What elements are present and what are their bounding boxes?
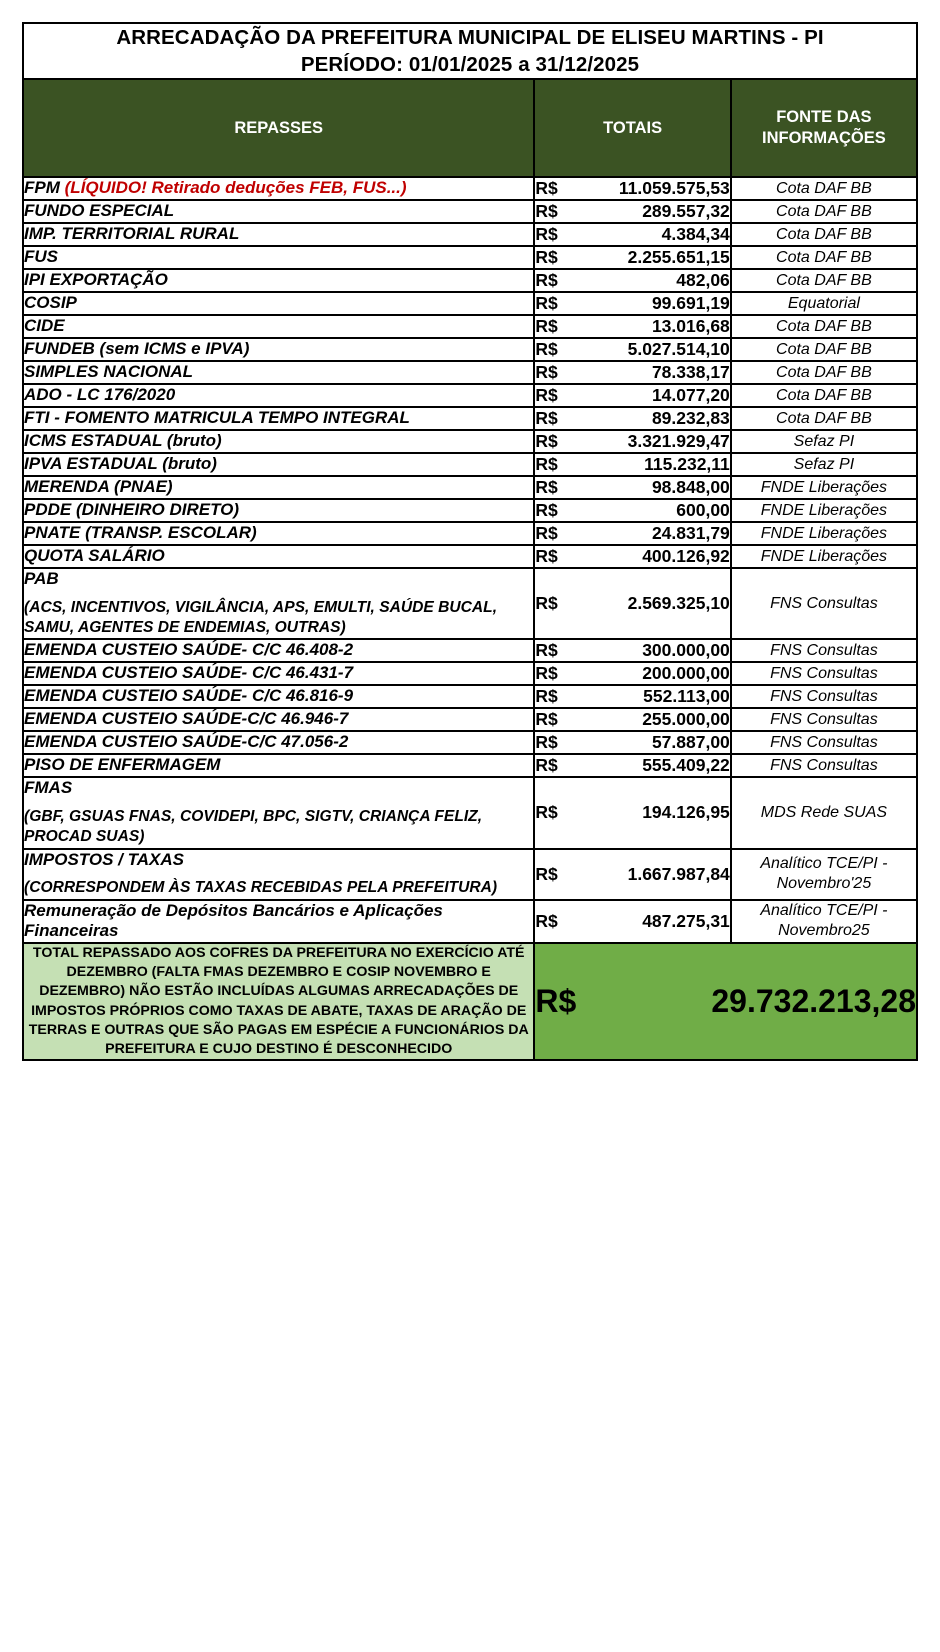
- row-label-text: FUS: [24, 247, 58, 267]
- row-source: Cota DAF BB: [731, 223, 917, 246]
- row-label: [23, 708, 534, 731]
- row-label: [23, 777, 534, 848]
- row-source: Analítico TCE/PI - Novembro'25: [731, 849, 917, 900]
- row-label: [23, 315, 534, 338]
- row-label: [23, 338, 534, 361]
- row-currency: R$: [535, 709, 558, 730]
- row-currency: R$: [535, 431, 558, 452]
- table-row: [23, 849, 917, 900]
- row-number: 2.569.325,10: [627, 593, 730, 614]
- row-currency: R$: [535, 247, 558, 268]
- row-label-text: FUNDO ESPECIAL: [24, 201, 175, 221]
- row-number: 552.113,00: [643, 686, 730, 707]
- row-number: 482,06: [676, 270, 730, 291]
- row-label-text: PNATE (TRANSP. ESCOLAR): [24, 523, 257, 543]
- row-source: FNS Consultas: [731, 731, 917, 754]
- row-source: Cota DAF BB: [731, 200, 917, 223]
- column-header-repasses: REPASSES: [23, 79, 534, 177]
- row-amount: [534, 292, 730, 315]
- title-row: [23, 23, 917, 79]
- row-source: MDS Rede SUAS: [731, 777, 917, 848]
- row-label: [23, 292, 534, 315]
- row-source: Cota DAF BB: [731, 407, 917, 430]
- row-amount: [534, 177, 730, 200]
- table-row: [23, 731, 917, 754]
- row-label: [23, 662, 534, 685]
- row-label: [23, 639, 534, 662]
- row-label: [23, 246, 534, 269]
- row-number: 115.232,11: [644, 454, 730, 475]
- row-source: Cota DAF BB: [731, 177, 917, 200]
- row-amount: [534, 200, 730, 223]
- row-label-text: IMP. TERRITORIAL RURAL: [24, 224, 240, 244]
- row-label-text: EMENDA CUSTEIO SAÚDE- C/C 46.408-2: [24, 640, 354, 660]
- row-label: [23, 522, 534, 545]
- row-label: [23, 453, 534, 476]
- row-number: 89.232,83: [651, 408, 730, 429]
- row-label: [23, 685, 534, 708]
- row-source: Cota DAF BB: [731, 361, 917, 384]
- row-label-text: COSIP: [24, 293, 77, 313]
- row-label-text: EMENDA CUSTEIO SAÚDE- C/C 46.816-9: [24, 686, 354, 706]
- row-label: [23, 545, 534, 568]
- row-number: 98.848,00: [651, 477, 730, 498]
- row-number: 255.000,00: [642, 709, 730, 730]
- total-number: 29.732.213,28: [711, 983, 916, 1020]
- table-row: [23, 384, 917, 407]
- table-row: [23, 177, 917, 200]
- row-amount: [534, 708, 730, 731]
- row-currency: R$: [535, 224, 558, 245]
- row-number: 289.557,32: [642, 201, 730, 222]
- row-label: [23, 900, 534, 943]
- row-number: 78.338,17: [651, 362, 730, 383]
- row-number: 4.384,34: [661, 224, 730, 245]
- row-label-text: Remuneração de Depósitos Bancários e Aplicações Financeiras: [24, 900, 443, 941]
- row-label: [23, 200, 534, 223]
- table-row: [23, 338, 917, 361]
- row-label: [23, 384, 534, 407]
- table-row: [23, 522, 917, 545]
- row-currency: R$: [535, 500, 558, 521]
- row-amount: [534, 522, 730, 545]
- row-amount: [534, 499, 730, 522]
- row-amount: [534, 338, 730, 361]
- row-number: 194.126,95: [642, 802, 730, 823]
- row-label-text: FMAS: [24, 778, 73, 798]
- row-currency: R$: [535, 802, 558, 823]
- table-row: [23, 407, 917, 430]
- row-currency: R$: [535, 385, 558, 406]
- row-sublabel: (CORRESPONDEM ÀS TAXAS RECEBIDAS PELA PREFEITURA): [24, 879, 498, 897]
- row-label: [23, 849, 534, 900]
- row-label: [23, 407, 534, 430]
- fonte-line-2: INFORMAÇÕES: [762, 129, 886, 148]
- column-header-fonte: [731, 79, 917, 177]
- row-currency: R$: [535, 593, 558, 614]
- row-number: 400.126,92: [642, 546, 730, 567]
- document-title: [23, 23, 917, 79]
- table-row: [23, 499, 917, 522]
- row-currency: R$: [535, 732, 558, 753]
- row-amount: [534, 361, 730, 384]
- table-row: [23, 476, 917, 499]
- row-label: [23, 361, 534, 384]
- row-amount: [534, 731, 730, 754]
- table-row: [23, 639, 917, 662]
- row-label: [23, 476, 534, 499]
- row-number: 3.321.929,47: [627, 431, 730, 452]
- table-body: [23, 23, 917, 1060]
- table-row: [23, 200, 917, 223]
- row-sublabel: (ACS, INCENTIVOS, VIGILÂNCIA, APS, EMULTI, SAÚDE BUCAL, SAMU, AGENTES DE ENDEMIAS, OUTRAS): [24, 598, 498, 637]
- row-source: Cota DAF BB: [731, 315, 917, 338]
- row-number: 14.077,20: [651, 385, 730, 406]
- table-row: [23, 685, 917, 708]
- row-number: 600,00: [676, 500, 730, 521]
- row-currency: R$: [535, 523, 558, 544]
- row-amount: [534, 384, 730, 407]
- row-amount: [534, 223, 730, 246]
- row-amount: [534, 545, 730, 568]
- table-row: [23, 708, 917, 731]
- row-label-text: ADO - LC 176/2020: [24, 385, 176, 405]
- row-number: 99.691,19: [651, 293, 730, 314]
- row-currency: R$: [535, 293, 558, 314]
- row-number: 487.275,31: [642, 910, 730, 931]
- row-source: Cota DAF BB: [731, 338, 917, 361]
- row-currency: R$: [535, 663, 558, 684]
- row-label-text: IPVA ESTADUAL (bruto): [24, 454, 217, 474]
- row-amount: [534, 453, 730, 476]
- row-source: Sefaz PI: [731, 430, 917, 453]
- row-label-text: PAB: [24, 569, 59, 589]
- row-number: 1.667.987,84: [627, 863, 730, 884]
- row-currency: R$: [535, 339, 558, 360]
- row-number: 5.027.514,10: [627, 339, 730, 360]
- row-label: [23, 430, 534, 453]
- row-label: [23, 223, 534, 246]
- table-row: [23, 662, 917, 685]
- row-amount: [534, 476, 730, 499]
- total-description: TOTAL REPASSADO AOS COFRES DA PREFEITURA NO EXERCÍCIO ATÉ DEZEMBRO (FALTA FMAS DEZEMBRO E COSIP NOVEMBRO E DEZEMBRO) NÃO ESTÃO INCLUÍDAS ALGUMAS ARRECADAÇÕES DE IMPOSTOS PRÓPRIOS COMO TAXAS DE ABATE, TAXAS DE ARAÇÃO DE TERRAS E OUTRAS QUE SÃO PAGAS EM ESPÉCIE A FUNCIONÁRIOS DA PREFEITURA E CUJO DESTINO É DESCONHECIDO: [23, 943, 534, 1060]
- row-currency: R$: [535, 178, 558, 199]
- row-label-text: EMENDA CUSTEIO SAÚDE-C/C 46.946-7: [24, 709, 349, 729]
- row-currency: R$: [535, 454, 558, 475]
- row-amount: [534, 315, 730, 338]
- row-source: Analítico TCE/PI - Novembro25: [731, 900, 917, 943]
- row-source: FNS Consultas: [731, 754, 917, 777]
- fonte-line-1: FONTE DAS: [776, 108, 872, 127]
- row-number: 57.887,00: [651, 732, 730, 753]
- row-number: 555.409,22: [642, 755, 730, 776]
- table-row: [23, 545, 917, 568]
- row-label-text: EMENDA CUSTEIO SAÚDE- C/C 46.431-7: [24, 663, 354, 683]
- row-label-text: MERENDA (PNAE): [24, 477, 173, 497]
- row-label-text: PDDE (DINHEIRO DIRETO): [24, 500, 240, 520]
- table-row: [23, 292, 917, 315]
- row-label-text: EMENDA CUSTEIO SAÚDE-C/C 47.056-2: [24, 732, 349, 752]
- row-amount: [534, 662, 730, 685]
- row-currency: R$: [535, 755, 558, 776]
- row-amount: [534, 639, 730, 662]
- title-line-1: ARRECADAÇÃO DA PREFEITURA MUNICIPAL DE ELISEU MARTINS - PI: [116, 26, 824, 49]
- revenue-table: [22, 22, 918, 1061]
- row-currency: R$: [535, 408, 558, 429]
- table-row: [23, 900, 917, 943]
- row-currency: R$: [535, 546, 558, 567]
- row-amount: [534, 269, 730, 292]
- row-currency: R$: [535, 477, 558, 498]
- row-label-text: IMPOSTOS / TAXAS: [24, 849, 184, 869]
- table-row: [23, 246, 917, 269]
- row-label: [23, 499, 534, 522]
- row-number: 2.255.651,15: [627, 247, 730, 268]
- row-label-text: IPI EXPORTAÇÃO: [24, 270, 168, 290]
- row-label: [23, 568, 534, 639]
- row-label-text: QUOTA SALÁRIO: [24, 546, 165, 566]
- row-amount: [534, 685, 730, 708]
- row-source: Cota DAF BB: [731, 384, 917, 407]
- column-header-totais: TOTAIS: [534, 79, 730, 177]
- row-source: FNS Consultas: [731, 685, 917, 708]
- row-label: [23, 754, 534, 777]
- row-label-highlight: (LÍQUIDO! Retirado deduções FEB, FUS...): [64, 178, 407, 198]
- row-source: FNS Consultas: [731, 662, 917, 685]
- row-label: [23, 731, 534, 754]
- row-currency: R$: [535, 316, 558, 337]
- row-number: 11.059.575,53: [618, 178, 730, 199]
- row-label-text: ICMS ESTADUAL (bruto): [24, 431, 222, 451]
- row-currency: R$: [535, 201, 558, 222]
- table-row: [23, 315, 917, 338]
- row-currency: R$: [535, 910, 558, 931]
- row-source: FNDE Liberações: [731, 499, 917, 522]
- row-source: FNS Consultas: [731, 639, 917, 662]
- row-sublabel: (GBF, GSUAS FNAS, COVIDEPI, BPC, SIGTV, CRIANÇA FELIZ, PROCAD SUAS): [24, 808, 483, 846]
- table-row: [23, 777, 917, 848]
- row-amount: [534, 777, 730, 848]
- row-label: [23, 177, 534, 200]
- row-source: FNS Consultas: [731, 568, 917, 639]
- row-currency: R$: [535, 270, 558, 291]
- title-line-2: PERÍODO: 01/01/2025 a 31/12/2025: [300, 53, 640, 77]
- row-number: 24.831,79: [651, 523, 730, 544]
- table-row: [23, 430, 917, 453]
- table-row: [23, 223, 917, 246]
- row-source: FNDE Liberações: [731, 545, 917, 568]
- table-row: [23, 754, 917, 777]
- table-row: [23, 453, 917, 476]
- row-source: Sefaz PI: [731, 453, 917, 476]
- table-row: [23, 361, 917, 384]
- table-header-row: [23, 79, 917, 177]
- total-row: [23, 943, 917, 1060]
- row-amount: [534, 430, 730, 453]
- row-source: FNS Consultas: [731, 708, 917, 731]
- row-label: [23, 269, 534, 292]
- row-source: Equatorial: [731, 292, 917, 315]
- row-label-text: FPM: [24, 178, 65, 198]
- row-currency: R$: [535, 686, 558, 707]
- row-amount: [534, 246, 730, 269]
- row-amount: [534, 849, 730, 900]
- row-amount: [534, 900, 730, 943]
- total-amount: [534, 943, 917, 1060]
- row-currency: R$: [535, 362, 558, 383]
- row-label-text: CIDE: [24, 316, 65, 336]
- row-currency: R$: [535, 863, 558, 884]
- row-label-text: PISO DE ENFERMAGEM: [24, 755, 221, 775]
- row-source: Cota DAF BB: [731, 246, 917, 269]
- row-label-text: SIMPLES NACIONAL: [24, 362, 194, 382]
- row-amount: [534, 754, 730, 777]
- row-number: 200.000,00: [642, 663, 730, 684]
- row-amount: [534, 568, 730, 639]
- row-source: Cota DAF BB: [731, 269, 917, 292]
- row-number: 300.000,00: [642, 640, 730, 661]
- row-source: FNDE Liberações: [731, 522, 917, 545]
- table-row: [23, 568, 917, 639]
- row-source: FNDE Liberações: [731, 476, 917, 499]
- row-label-text: FTI - FOMENTO MATRICULA TEMPO INTEGRAL: [24, 408, 410, 428]
- total-currency: R$: [535, 983, 577, 1020]
- row-number: 13.016,68: [651, 316, 730, 337]
- row-label-text: FUNDEB (sem ICMS e IPVA): [24, 339, 250, 359]
- row-currency: R$: [535, 640, 558, 661]
- table-row: [23, 269, 917, 292]
- row-amount: [534, 407, 730, 430]
